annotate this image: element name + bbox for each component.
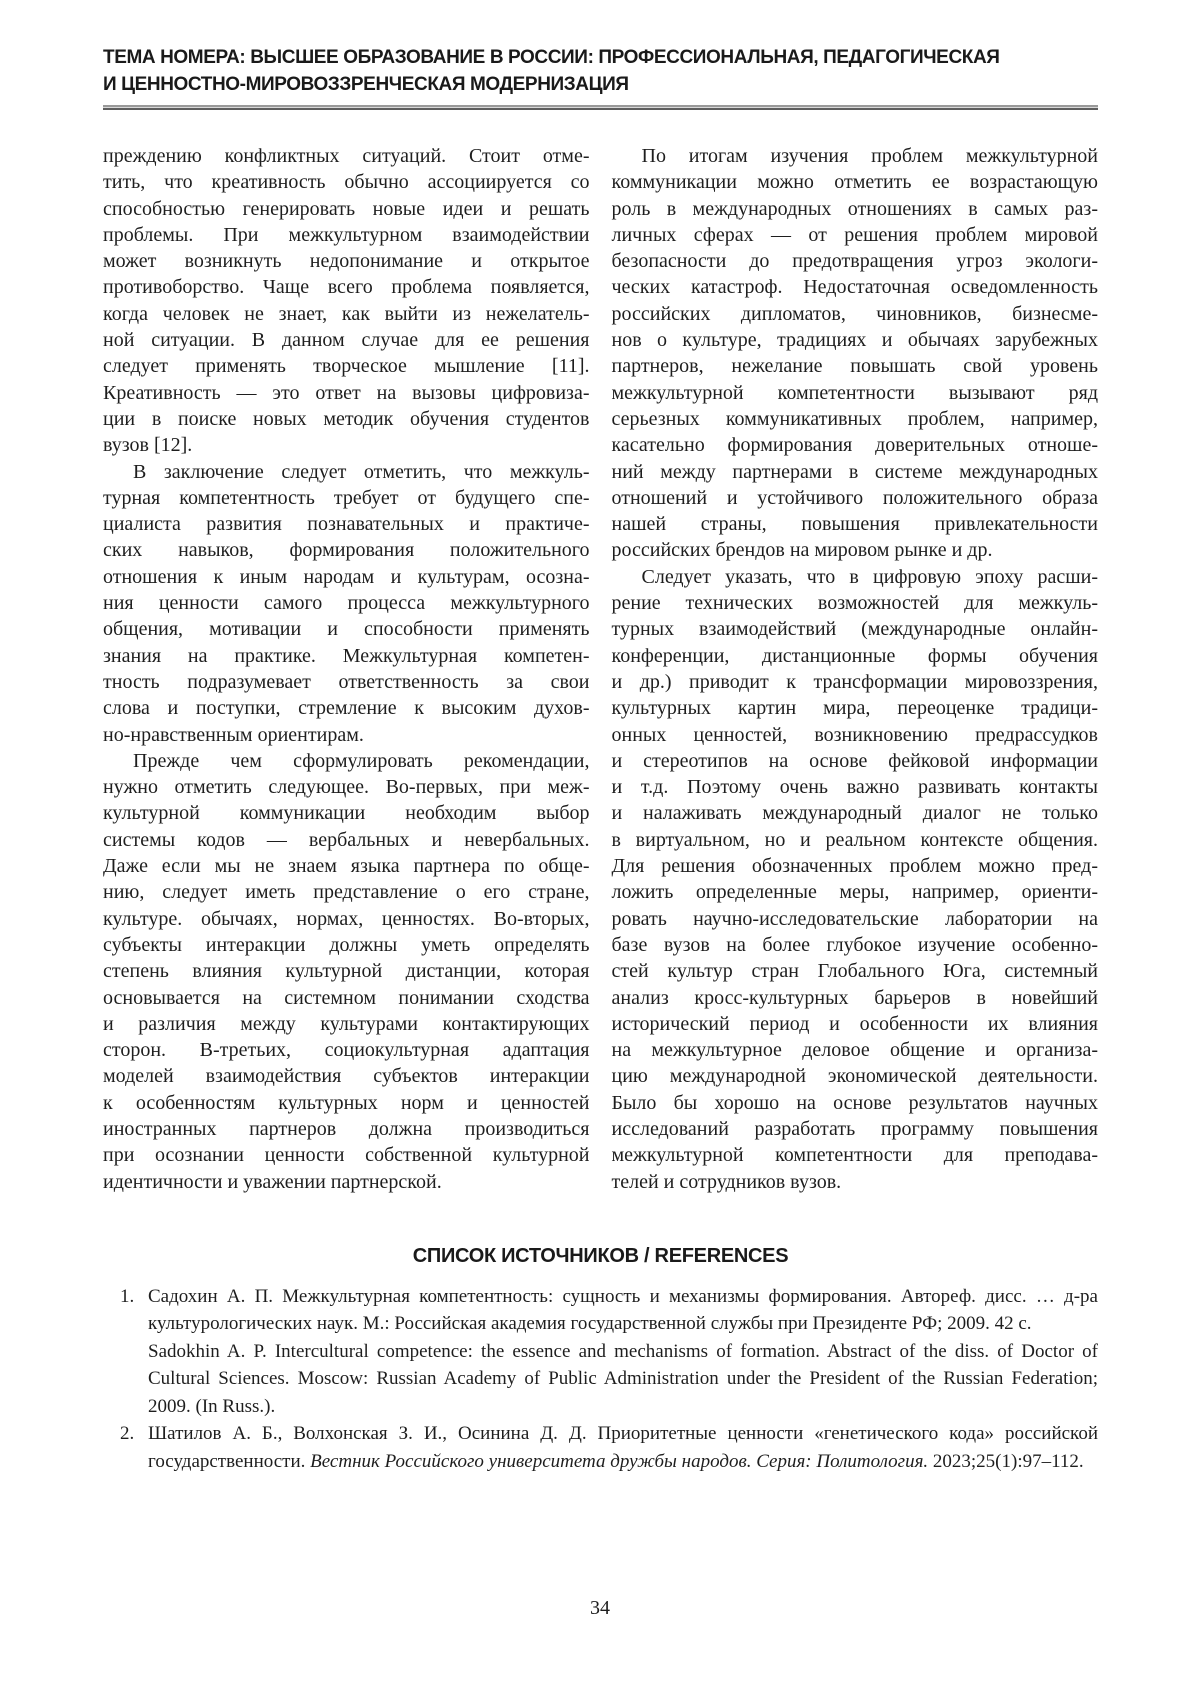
text-line: идентичности и уважении партнерской.	[103, 1170, 442, 1193]
references-list	[103, 1283, 1098, 1476]
text-line: тить, что креативность обычно ассоциируется со	[103, 171, 590, 194]
reference-block	[148, 1420, 1098, 1475]
text-line: и др.) приводит к трансформации мировоззрения,	[611, 670, 1098, 693]
page-number: 34	[590, 1597, 610, 1619]
issue-theme-line-1: ТЕМА НОМЕРА: ВЫСШЕЕ ОБРАЗОВАНИЕ В РОССИИ: ПРОФЕССИОНАЛЬНАЯ, ПЕДАГОГИЧЕСКАЯ	[103, 47, 1000, 68]
reference-block	[148, 1283, 1098, 1338]
reference-text	[148, 1283, 1098, 1421]
text-line: роль в международных отношениях в самых раз-	[611, 197, 1098, 220]
text-line: нужно отметить следующее. Во-первых, при меж-	[103, 776, 590, 799]
text-line: и стереотипов на основе фейковой информации	[611, 749, 1098, 772]
text-line: стей культур стран Глобального Юга, системный	[611, 960, 1098, 983]
text-line: телей и сотрудников вузов.	[611, 1170, 842, 1193]
text-line: межкультурной компетентности вызывают ряд	[611, 381, 1098, 404]
text-line: коммуникации можно отметить ее возрастающую	[611, 171, 1098, 194]
text-line: при осознании ценности собственной культурной	[103, 1144, 590, 1167]
text-line: и т.д. Поэтому очень важно развивать контакты	[611, 776, 1098, 799]
text-line: Было бы хорошо на основе результатов научных	[611, 1091, 1098, 1114]
text-line: базе вузов на более глубокое изучение особенно-	[611, 933, 1098, 956]
text-line: знания на практике. Межкультурная компетен-	[103, 644, 590, 667]
reference-text	[148, 1420, 1098, 1475]
text-line: иностранных партнеров должна производиться	[103, 1117, 590, 1140]
text-line: ложить определенные меры, например, ориенти-	[611, 881, 1098, 904]
reference-number: 2.	[120, 1423, 135, 1445]
text-line: тность подразумевает ответственность за свои	[103, 670, 590, 693]
text-line: серьезных коммуникативных проблем, например,	[611, 407, 1098, 430]
text-line: на межкультурное деловое общение и организа-	[611, 1039, 1098, 1062]
references-heading: СПИСОК ИСТОЧНИКОВ / REFERENCES	[412, 1244, 789, 1267]
text-line: системы кодов — вербальных и невербальных.	[103, 828, 590, 851]
text-line: ских навыков, формирования положительного	[103, 539, 590, 562]
text-line: слова и поступки, стремление к высоким духов-	[103, 697, 590, 720]
text-line: цию международной экономической деятельности.	[611, 1065, 1098, 1088]
text-line: вузов [12].	[103, 434, 193, 457]
text-line: культурной коммуникации необходим выбор	[103, 802, 590, 825]
text-line: В заключение следует отметить, что межкуль-	[133, 460, 590, 483]
reference-block	[148, 1338, 1098, 1421]
text-line: но-нравственным ориентирам.	[103, 723, 364, 746]
left-column	[103, 143, 590, 1195]
text-line: ний между партнерами в системе международных	[611, 460, 1098, 483]
text-line: преждению конфликтных ситуаций. Стоит отме-	[103, 145, 590, 167]
text-line: основывается на системном понимании сходства	[103, 986, 590, 1009]
reference-item	[103, 1420, 1098, 1475]
text-line: безопасности до предотвращения угроз экологи-	[611, 250, 1098, 273]
text-line: в виртуальном, но и реальном контексте общения.	[611, 828, 1098, 851]
text-line: противоборство. Чаще всего проблема появляется,	[103, 276, 590, 299]
text-line: отношений и устойчивого положительного образа	[611, 486, 1098, 509]
text-line: когда человек не знает, как выйти из нежелатель-	[103, 302, 590, 325]
text-line: личных сферах — от решения проблем мировой	[611, 223, 1098, 246]
text-line: анализ кросс-культурных барьеров в новейший	[611, 986, 1098, 1009]
text-line: субъекты интеракции должны уметь определять	[103, 933, 590, 956]
text-line: культуре. обычаях, нормах, ценностях. Во-вторых,	[103, 907, 590, 930]
text-line: способностью генерировать новые идеи и решать	[103, 197, 590, 220]
text-line: к особенностям культурных норм и ценностей	[103, 1091, 590, 1114]
text-line: общения, мотивации и способности применять	[103, 618, 590, 641]
text-line: российских брендов на мировом рынке и др.	[611, 539, 993, 562]
text-line: межкультурной компетентности для преподава-	[611, 1144, 1098, 1167]
text-line: рение технических возможностей для межкуль-	[611, 592, 1098, 615]
reference-item	[103, 1283, 1098, 1421]
text-line: отношения к иным народам и культурам, осозна-	[103, 565, 590, 588]
right-column	[612, 143, 1099, 1195]
text-line: Даже если мы не знаем языка партнера по обще-	[103, 855, 590, 878]
text-line: исторический период и особенности их влияния	[611, 1012, 1098, 1035]
issue-theme-line-2: И ЦЕННОСТНО-МИРОВОЗЗРЕНЧЕСКАЯ МОДЕРНИЗАЦИЯ	[103, 74, 629, 95]
text-line: Следует указать, что в цифровую эпоху расши-	[641, 565, 1098, 588]
text-line: нию, следует иметь представление о его стране,	[103, 881, 590, 904]
text-line: циалиста развития познавательных и практиче-	[103, 513, 590, 536]
text-line: Прежде чем сформулировать рекомендации,	[133, 749, 590, 772]
text-line: конференции, дистанционные формы обучения	[611, 644, 1098, 667]
header-divider	[103, 105, 1098, 110]
reference-number: 1.	[120, 1285, 135, 1307]
text-line: проблемы. При межкультурном взаимодействии	[103, 223, 590, 246]
text-line: ческих катастроф. Недостаточная осведомленность	[611, 276, 1098, 299]
reference-segment: Sadokhin A. P. Intercultural competence: the essence and mechanisms of formation. Abstract of the diss. of Doctor of Cultural Sciences. Moscow: Russian Academy of Public Administration under the President of the Russian Federation; 2009. (In Russ.).	[148, 1340, 1098, 1417]
text-line: исследований разработать программу повышения	[611, 1117, 1098, 1140]
text-line: турная компетентность требует от будущего спе-	[103, 486, 590, 509]
text-line: ния ценности самого процесса межкультурного	[103, 592, 590, 615]
text-line: и различия между культурами контактирующих	[103, 1012, 590, 1035]
text-line: По итогам изучения проблем межкультурной	[641, 145, 1098, 167]
reference-segment: Шатилов А. Б., Волхонская З. И., Осинина Д. Д. Приоритетные ценности «генетического кода» российской государственности.	[148, 1423, 1098, 1472]
reference-segment: 2023;25(1):97–112.	[928, 1450, 1084, 1472]
text-line: партнеров, нежелание повышать свой уровень	[611, 355, 1098, 378]
text-line: турных взаимодействий (международные онлайн-	[611, 618, 1098, 641]
text-line: ной ситуации. В данном случае для ее решения	[103, 329, 590, 352]
text-line: и налаживать международный диалог не только	[611, 802, 1098, 825]
text-line: нов о культуре, традициях и обычаях зарубежных	[611, 329, 1098, 352]
article-body	[103, 143, 1098, 1195]
reference-journal-title: Вестник Российского университета дружбы народов. Серия: Политология.	[310, 1450, 929, 1472]
text-line: нашей страны, повышения привлекательности	[611, 513, 1098, 536]
text-line: российских дипломатов, чиновников, бизнесме-	[611, 302, 1098, 325]
text-line: ции в поиске новых методик обучения студентов	[103, 407, 590, 430]
text-line: онных ценностей, возникновению предрассудков	[611, 723, 1098, 746]
text-line: следует применять творческое мышление [11].	[103, 355, 590, 378]
text-line: ровать научно-исследовательские лаборатории на	[611, 907, 1098, 930]
text-line: моделей взаимодействия субъектов интеракции	[103, 1065, 590, 1088]
text-line: Для решения обозначенных проблем можно пред-	[611, 855, 1098, 878]
text-line: степень влияния культурной дистанции, которая	[103, 960, 590, 983]
text-line: сторон. В-третьих, социокультурная адаптация	[103, 1039, 590, 1062]
text-line: касательно формирования доверительных отноше-	[611, 434, 1098, 457]
text-line: культурных картин мира, переоценке традици-	[611, 697, 1098, 720]
issue-theme-header	[103, 44, 1098, 98]
text-line: может возникнуть недопонимание и открытое	[103, 250, 590, 273]
text-line: Креативность — это ответ на вызовы цифровиза-	[103, 381, 590, 404]
reference-segment: Садохин А. П. Межкультурная компетентность: сущность и механизмы формирования. Автореф. дисс. … д-ра культурологических наук. М.: Российская академия государственной службы при Президенте РФ; 2009. 42 с.	[148, 1285, 1098, 1335]
